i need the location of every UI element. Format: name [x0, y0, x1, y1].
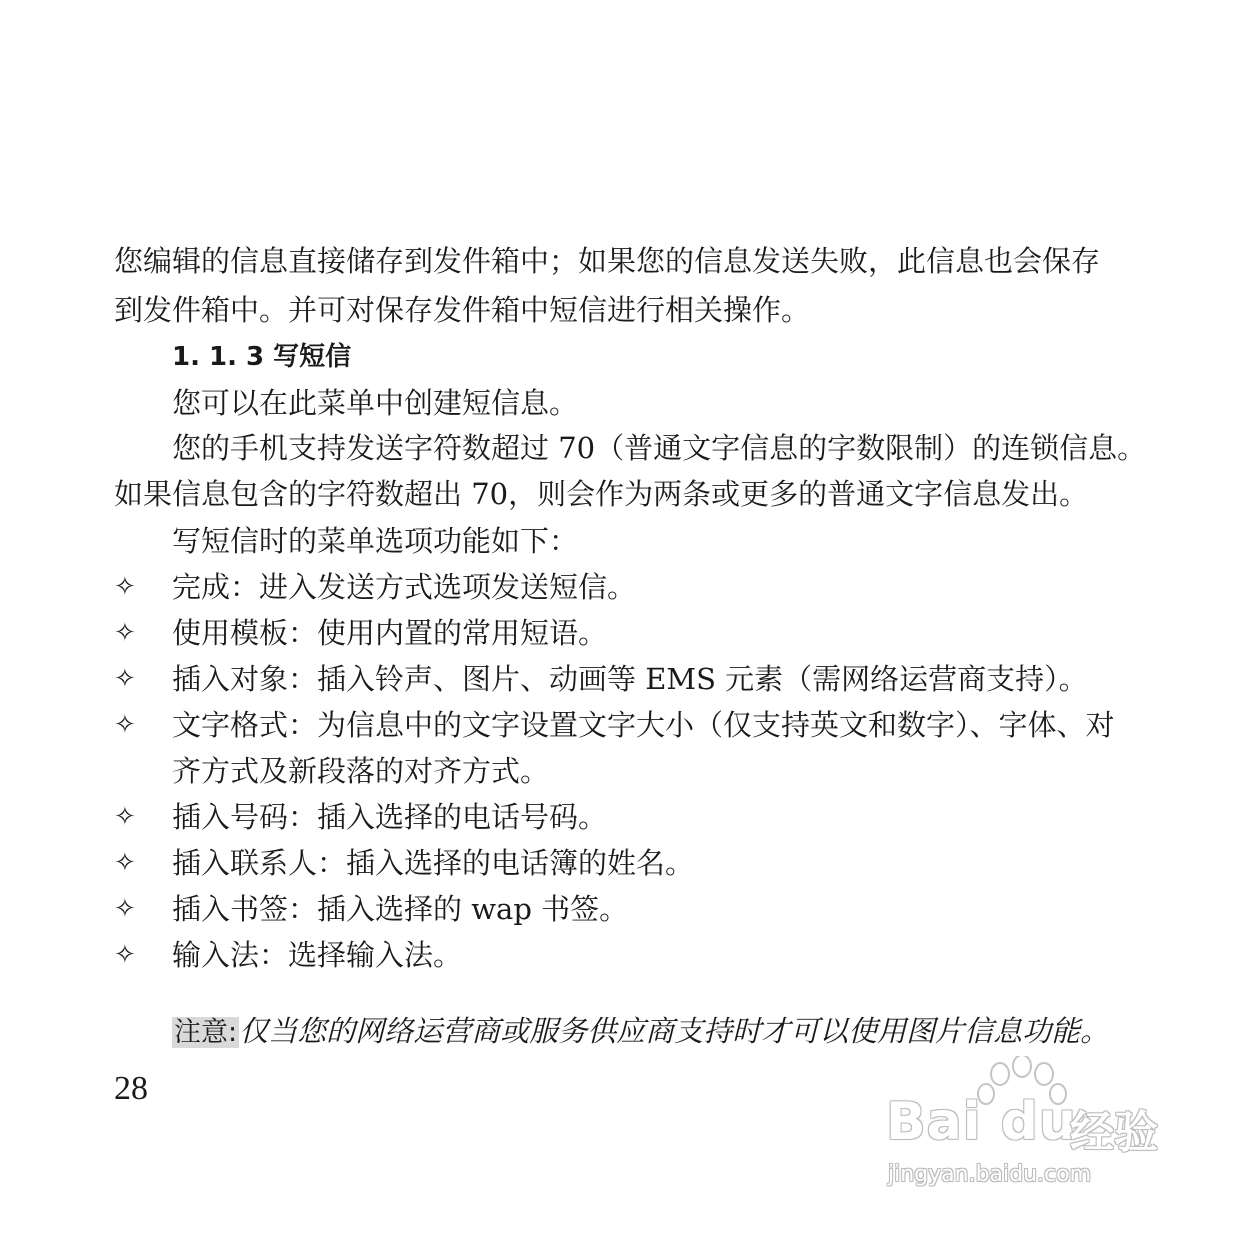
bullet-icon: ✧: [114, 848, 136, 878]
bullet-icon: ✧: [114, 572, 136, 602]
bullet-icon: ✧: [114, 894, 136, 924]
bullet-icon: ✧: [114, 710, 136, 740]
paragraph-line: 如果信息包含的字符数超出 70，则会作为两条或更多的普通文字信息发出。: [114, 477, 1089, 511]
bullet-icon: ✧: [114, 618, 136, 648]
list-item: 插入对象：插入铃声、图片、动画等 EMS 元素（需网络运营商支持）。: [172, 662, 1088, 696]
note: [172, 1008, 1134, 1056]
bullet-icon: ✧: [114, 940, 136, 970]
section-heading: 1. 1. 3 写短信: [172, 342, 352, 372]
paragraph-line: 您的手机支持发送字符数超过 70（普通文字信息的字数限制）的连锁信息。: [172, 431, 1147, 465]
baidu-watermark: [882, 1056, 1182, 1196]
bullet-icon: ✧: [114, 664, 136, 694]
paragraph-line: 您编辑的信息直接储存到发件箱中；如果您的信息发送失败，此信息也会保存: [114, 244, 1101, 278]
list-item: 插入书签：插入选择的 wap 书签。: [172, 892, 629, 926]
list-item-continuation: 齐方式及新段落的对齐方式。: [172, 754, 550, 788]
paragraph-line: 到发件箱中。并可对保存发件箱中短信进行相关操作。: [114, 293, 811, 327]
bullet-icon: ✧: [114, 802, 136, 832]
list-item: 文字格式：为信息中的文字设置文字大小（仅支持英文和数字）、字体、对: [172, 708, 1115, 742]
list-item: 完成：进入发送方式选项发送短信。: [172, 570, 637, 604]
list-item: 插入联系人：插入选择的电话簿的姓名。: [172, 846, 695, 880]
watermark-url: jingyan.baidu.com: [888, 1162, 1092, 1187]
watermark-suffix: 经验: [1070, 1107, 1158, 1158]
note-text: 仅当您的网络运营商或服务供应商支持时才可以使用图片信息功能。: [239, 1014, 1110, 1048]
paragraph-line: 写短信时的菜单选项功能如下：: [172, 524, 579, 558]
note-label: 注意:: [174, 1017, 238, 1048]
list-item: 使用模板：使用内置的常用短语。: [172, 616, 608, 650]
list-item: 输入法：选择输入法。: [172, 938, 463, 972]
list-item: 插入号码：插入选择的电话号码。: [172, 800, 608, 834]
paragraph-line: 您可以在此菜单中创建短信息。: [172, 386, 579, 420]
watermark-brand: Bai du: [886, 1092, 1077, 1152]
page-number: 28: [114, 1070, 148, 1107]
